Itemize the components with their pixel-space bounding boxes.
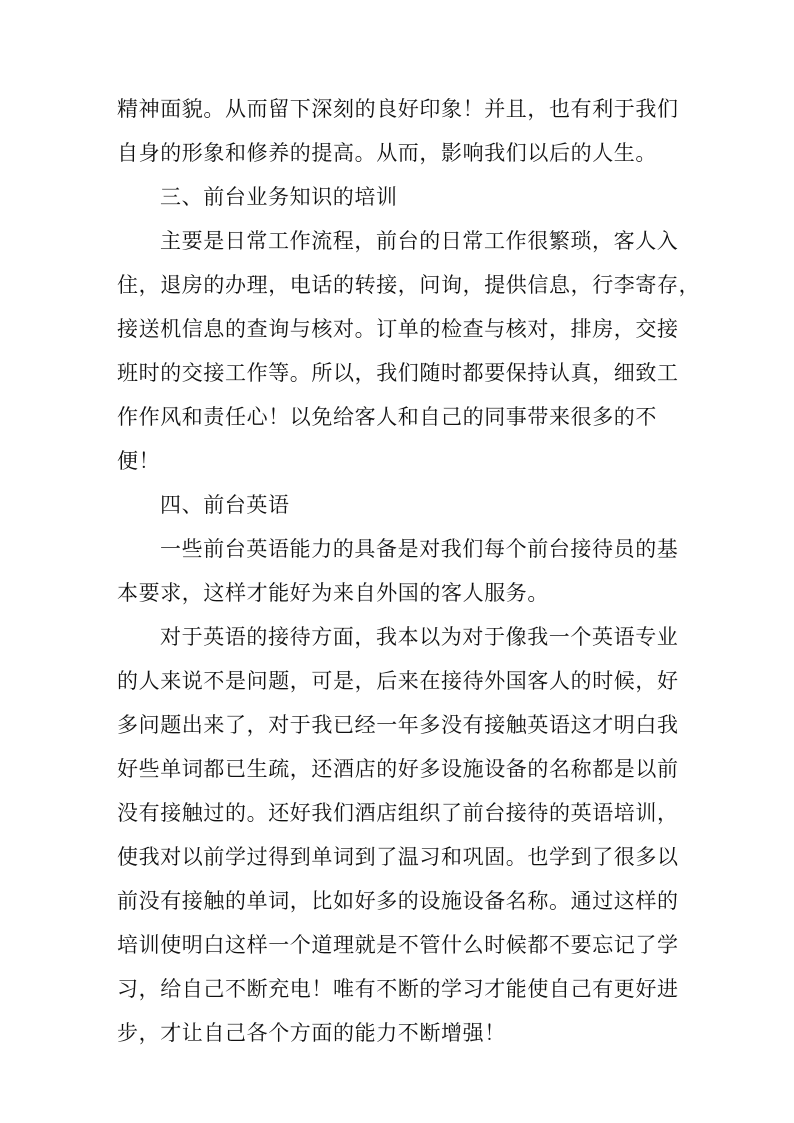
body-line: 使我对以前学过得到单词到了温习和巩固。也学到了很多以	[117, 845, 679, 869]
body-line: 步，才让自己各个方面的能力不断增强！	[117, 1021, 506, 1045]
body-line: 自身的形象和修养的提高。从而，影响我们以后的人生。	[117, 141, 657, 165]
body-line: 培训使明白这样一个道理就是不管什么时候都不要忘记了学	[117, 933, 679, 957]
body-line: 没有接触过的。还好我们酒店组织了前台接待的英语培训，	[117, 801, 679, 825]
body-line: 前没有接触的单词，比如好多的设施设备名称。通过这样的	[117, 889, 679, 913]
section-heading-front-desk-english: 四、前台英语	[160, 493, 290, 517]
body-line: 的人来说不是问题，可是，后来在接待外国客人的时候，好	[117, 669, 679, 693]
section-heading-front-desk-knowledge: 三、前台业务知识的培训	[160, 185, 398, 209]
body-line: 接送机信息的查询与核对。订单的检查与核对，排房，交接	[117, 317, 679, 341]
paragraph-first-line: 一些前台英语能力的具备是对我们每个前台接待员的基	[160, 537, 679, 561]
body-line: 住，退房的办理，电话的转接，问询，提供信息，行李寄存，	[117, 273, 701, 297]
body-line: 班时的交接工作等。所以，我们随时都要保持认真，细致工	[117, 361, 679, 385]
body-line: 好些单词都已生疏，还酒店的好多设施设备的名称都是以前	[117, 757, 679, 781]
body-line: 精神面貌。从而留下深刻的良好印象！并且，也有利于我们	[117, 97, 679, 121]
body-line: 作作风和责任心！以免给客人和自己的同事带来很多的不	[117, 405, 657, 429]
body-line: 多问题出来了，对于我已经一年多没有接触英语这才明白我	[117, 713, 679, 737]
paragraph-first-line: 主要是日常工作流程，前台的日常工作很繁琐，客人入	[160, 229, 679, 253]
body-line: 本要求，这样才能好为来自外国的客人服务。	[117, 581, 549, 605]
body-line: 便！	[117, 449, 161, 473]
paragraph-first-line: 对于英语的接待方面，我本以为对于像我一个英语专业	[160, 625, 679, 649]
body-line: 习，给自己不断充电！唯有不断的学习才能使自己有更好进	[117, 977, 679, 1001]
